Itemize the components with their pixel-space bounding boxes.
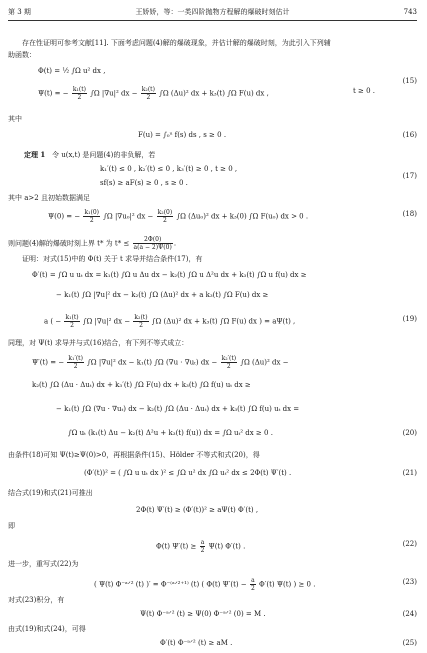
frac-den: 2 (226, 363, 231, 370)
eq-part: Φ′(t) Ψ(t) ) ≥ 0 . (259, 580, 316, 589)
frac-num: k₁(0) (84, 209, 100, 216)
frac-den: 2 (70, 322, 74, 329)
fraction-tstar (133, 236, 173, 251)
paragraph-line: 由条件(18)可知 Ψ(t)≥Ψ(0)>0，再根据条件(15)、Hölder 不等式和式(20)，得 (8, 451, 260, 459)
paragraph-line: 进一步，重写式(22)为 (8, 560, 79, 568)
fraction (141, 86, 156, 101)
frac-num: k₂(t) (141, 86, 155, 93)
eq-number: (20) (402, 429, 417, 437)
fraction (200, 539, 206, 554)
eq-body: Ψ(t) Φ⁻ᵃᐟ² (t) ≥ Ψ(0) Φ⁻ᵃᐟ² (0) = M . (140, 610, 266, 618)
paragraph-line: 对式(23)积分，有 (8, 596, 65, 604)
eq-number: (23) (402, 578, 417, 586)
eq-body: Φ′(t) Φ⁻ᵃᐟ² (t) ≥ aM . (160, 639, 233, 647)
frac-den: a(a − 2)Ψ(0) (133, 244, 172, 251)
eq-part: ( Ψ(t) Φ⁻ᵃᐟ² (t) )′ = Φ⁻⁽ᵃᐟ²⁺¹⁾ (t) ( Φ(t) Ψ′(t) − (94, 580, 247, 589)
frac-num: 2Φ(0) (133, 236, 173, 244)
frac-den: 2 (146, 94, 151, 101)
frac-num: k₂(0) (157, 209, 173, 216)
frac-num: k₂(t) (134, 314, 148, 321)
eq-body: Φ′(t) = ∫Ω u uₜ dx = k₁(t) ∫Ω u Δu dx − k₂(t) ∫Ω u Δ²u dx + k₃(t) ∫Ω u f(u) dx ≥ (32, 271, 307, 279)
eq-part: ∫Ω |∇u₀|² dx − (103, 212, 154, 221)
eq-number: (15) (402, 77, 417, 85)
eq-number: (22) (402, 540, 417, 548)
theorem-label: 定理 1 (24, 150, 46, 159)
frac-num: k₂′(t) (221, 355, 237, 362)
paragraph-line: 由式(19)和式(24)，可得 (8, 625, 86, 633)
eq-part: Φ(t) Ψ′(t) ≥ (156, 542, 197, 551)
eq-number: (18) (402, 210, 417, 218)
frac-num: a (251, 577, 255, 584)
fraction (133, 314, 148, 329)
eq-part: a ( − (44, 317, 62, 326)
eq-part: ∫Ω (Δu)² dx + k₃(t) ∫Ω F(u) dx ) = aΨ(t) , (151, 317, 296, 326)
fraction (72, 86, 87, 101)
theorem-line (24, 150, 417, 160)
running-header (8, 6, 417, 18)
frac-den: 2 (200, 547, 205, 554)
eq-part: Ψ′(t) = − (32, 358, 65, 367)
eq-part: ∫Ω (Δu)² dx − (240, 358, 289, 367)
eq-number: (25) (402, 639, 417, 647)
frac-den: 2 (77, 94, 82, 101)
paragraph-line: 结合式(19)和式(21)可推出 (8, 489, 93, 497)
paragraph-line: 存在性证明可参考文献[11]. 下面考虑问题(4)解的爆破现象，并估计解的爆破时刻，为此引入下列辅 (22, 39, 331, 47)
frac-den: 2 (163, 217, 167, 224)
paragraph-line: 则问题(4)解的爆破时刻上界 t* 为 t* ≤ $\frac{2\Phi(0)}{a(a - 2)\Psi(0)}$ . (8, 236, 177, 251)
eq-condition: t ≥ 0 . (353, 87, 376, 95)
eq-body (32, 355, 289, 370)
eq-body: (Φ′(t))² = ( ∫Ω u uₜ dx )² ≤ ∫Ω u² dx ∫Ω uₜ² dx ≤ 2Φ(t) Ψ′(t) . (84, 469, 292, 477)
eq-body (48, 209, 308, 224)
eq-number: (16) (402, 131, 417, 139)
fraction (157, 209, 174, 224)
page-number: 743 (403, 8, 417, 16)
eq-body (44, 314, 295, 329)
eq-part: ∫Ω (Δu)² dx + k₃(t) ∫Ω F(u) dx , (159, 89, 269, 98)
eq-body (156, 539, 245, 554)
eq-number: (21) (402, 469, 417, 477)
eq-part: Ψ(0) = − (48, 212, 81, 221)
frac-den: 2 (89, 217, 94, 224)
eq-body: Φ(t) = ½ ∫Ω u² dx , (38, 67, 106, 75)
fraction (83, 209, 100, 224)
frac-num: k₁(t) (72, 86, 86, 93)
frac-den: 2 (250, 585, 255, 592)
theorem-text: 令 u(x,t) 是问题(4)的非负解，若 (52, 151, 156, 159)
frac-den: 2 (73, 363, 78, 370)
paragraph-line: 其中 a>2 且初始数据满足 (8, 194, 90, 202)
eq-number: (19) (402, 315, 417, 323)
eq-body (38, 86, 269, 101)
issue-number: 第 3 期 (8, 8, 31, 16)
upper-bound-text: 则问题(4)解的爆破时刻上界 t* 为 t* ≤ (8, 239, 130, 248)
eq-part: ∫Ω |∇u|² dx − (90, 89, 138, 98)
eq-part: Ψ(t) = − (38, 89, 69, 98)
eq-body (94, 577, 315, 592)
eq-part: ∫Ω |∇u|² dx − (82, 317, 131, 326)
eq-body: 2Φ(t) Ψ′(t) ≥ (Φ′(t))² ≥ aΨ(t) Φ′(t) , (136, 506, 259, 514)
eq-body: k₂(t) ∫Ω (Δu · Δuₜ) dx + k₃′(t) ∫Ω F(u) dx + k₃(t) ∫Ω f(u) uₜ dx ≥ (32, 381, 251, 389)
eq-number: (17) (402, 172, 417, 180)
paragraph-line: 同理，对 Ψ(t) 求导并与式(16)结合，有下列不等式成立： (8, 339, 189, 347)
eq-part: Ψ(t) Φ′(t) . (208, 542, 246, 551)
running-title: 王娇娇，等：一类四阶抛物方程解的爆破时刻估计 (135, 8, 290, 16)
eq-part: ∫Ω (Δu₀)² dx + k₃(0) ∫Ω F(u₀) dx > 0 . (176, 212, 309, 221)
eq-body: F(u) = ∫₀ᵘ f(s) ds , s ≥ 0 . (138, 131, 227, 139)
frac-num: k₁(t) (65, 314, 79, 321)
eq-body: k₁′(t) ≤ 0 , k₂′(t) ≤ 0 , k₃′(t) ≥ 0 , t ≥ 0 , (100, 165, 238, 173)
frac-num: k₁′(t) (68, 355, 83, 362)
paragraph-line: 其中 (8, 115, 22, 123)
eq-part: ∫Ω |∇u|² dx − k₁(t) ∫Ω (∇u · ∇uₜ) dx − (87, 358, 218, 367)
header-rule (8, 20, 417, 21)
fraction (250, 577, 256, 592)
eq-body: ∫Ω uₜ (k₁(t) Δu − k₂(t) Δ²u + k₃(t) f(u)) dx = ∫Ω uₜ² dx ≥ 0 . (68, 429, 273, 437)
paragraph-line: 证明：对式(15)中的 Φ(t) 关于 t 求导并结合条件(17)，有 (22, 255, 203, 263)
frac-den: 2 (139, 322, 143, 329)
paragraph-line: 即 (8, 522, 15, 530)
paragraph-line: 助函数： (8, 51, 36, 59)
eq-body: − k₁(t) ∫Ω |∇u|² dx − k₂(t) ∫Ω (Δu)² dx + a k₃(t) ∫Ω F(u) dx ≥ (56, 291, 269, 299)
eq-body: sf(s) ≥ aF(s) ≥ 0 , s ≥ 0 . (100, 179, 188, 187)
eq-body: − k₁(t) ∫Ω (∇u · ∇uₜ) dx − k₂(t) ∫Ω (Δu · Δuₜ) dx + k₃(t) ∫Ω f(u) uₜ dx = (56, 405, 300, 413)
eq-number: (24) (402, 610, 417, 618)
fraction (221, 355, 238, 370)
fraction (67, 355, 84, 370)
frac-num: a (200, 539, 205, 546)
fraction (64, 314, 79, 329)
